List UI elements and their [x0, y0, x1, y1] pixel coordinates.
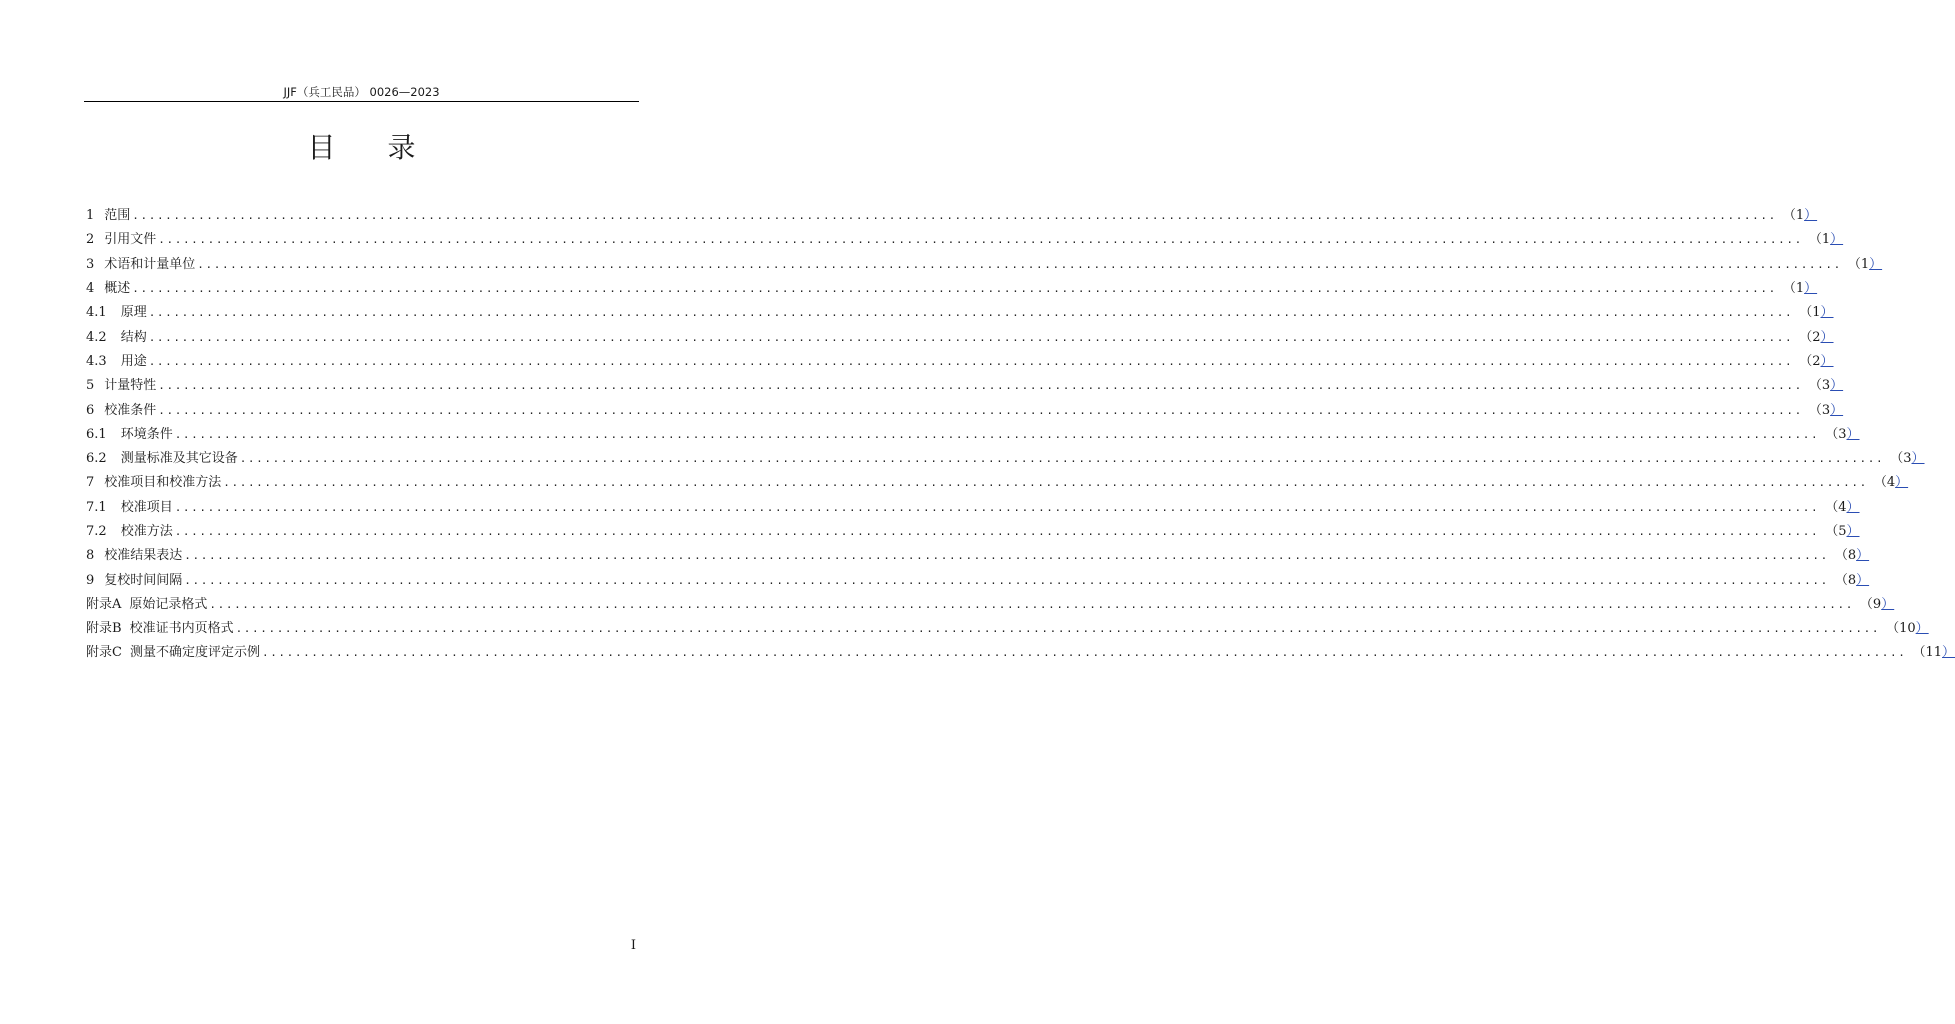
toc-entry-number: 4.2 — [86, 329, 107, 345]
toc-entry[interactable] — [86, 593, 1895, 617]
toc-entry-title: 复校时间间隔 — [104, 572, 183, 588]
toc-page-number: （1 — [1808, 232, 1831, 248]
toc-page-number: （9 — [1859, 596, 1882, 612]
toc-entry[interactable] — [86, 253, 1883, 277]
toc-page-number: （2 — [1799, 353, 1821, 369]
toc-page-number: （1 — [1799, 305, 1821, 321]
toc-entry-title: 概述 — [104, 281, 131, 297]
toc-entry-number: 7 — [86, 475, 95, 491]
toc-entry-page[interactable] — [1886, 617, 1929, 641]
toc-entry-number: 附录C — [86, 645, 122, 661]
table-of-contents — [86, 204, 1955, 666]
toc-entry-page[interactable] — [1825, 423, 1859, 447]
toc-dot-leader: ........................................................................................................................................................................................................ — [223, 476, 1868, 490]
toc-page-link[interactable]: ） — [1856, 548, 1870, 564]
toc-entry-title: 校准项目和校准方法 — [104, 475, 222, 491]
toc-dot-leader: ........................................................................................................................................................................................................ — [174, 525, 1820, 538]
toc-dot-leader: ........................................................................................................................................................................................................ — [148, 354, 1794, 368]
toc-entry-page[interactable] — [1799, 350, 1833, 374]
toc-dot-leader: ........................................................................................................................................................................................................ — [209, 597, 1854, 611]
toc-entry[interactable] — [86, 423, 1860, 447]
toc-entry-number: 4.1 — [86, 305, 107, 321]
toc-page-number: （11 — [1912, 645, 1943, 661]
toc-entry[interactable] — [86, 301, 1834, 325]
toc-entry-title: 校准条件 — [104, 402, 157, 418]
toc-entry-number: 6 — [86, 402, 95, 418]
toc-page-link[interactable]: ） — [1911, 451, 1925, 467]
toc-page-number: （3 — [1890, 451, 1912, 467]
toc-entry-page[interactable] — [1835, 544, 1869, 568]
toc-entry-page[interactable] — [1825, 520, 1859, 544]
toc-page-link[interactable]: ） — [1856, 572, 1870, 588]
toc-dot-leader: ........................................................................................................................................................................................................ — [132, 282, 1777, 296]
toc-dot-leader: ........................................................................................................................................................................................................ — [158, 379, 1803, 393]
toc-entry-title: 测量不确定度评定示例 — [129, 645, 260, 661]
toc-entry-number: 附录B — [86, 621, 122, 637]
toc-entry-number: 2 — [86, 232, 95, 248]
toc-page-number: （4 — [1873, 475, 1896, 491]
toc-entry-title: 计量特性 — [104, 378, 157, 394]
toc-page-link[interactable]: ） — [1895, 475, 1909, 491]
toc-entry-number: 5 — [86, 378, 95, 394]
toc-dot-leader: ........................................................................................................................................................................................................ — [174, 500, 1820, 514]
toc-entry-page[interactable] — [1874, 471, 1908, 495]
toc-dot-leader: ........................................................................................................................................................................................................ — [235, 622, 1881, 636]
toc-entry-title: 校准项目 — [120, 499, 173, 515]
toc-entry-number: 8 — [86, 548, 95, 564]
toc-entry-page[interactable] — [1799, 326, 1833, 350]
toc-entry[interactable] — [86, 374, 1844, 398]
toc-dot-leader: ........................................................................................................................................................................................................ — [158, 233, 1803, 247]
toc-entry-page[interactable] — [1825, 496, 1859, 520]
page-title — [84, 128, 639, 168]
toc-dot-leader: ........................................................................................................................................................................................................ — [158, 403, 1803, 417]
toc-entry-number: 6.2 — [86, 451, 107, 467]
title-char-2: 录 — [387, 131, 416, 164]
toc-page-number: （4 — [1825, 499, 1847, 515]
toc-dot-leader: ........................................................................................................................................................................................................ — [148, 330, 1794, 344]
toc-entry-title: 环境条件 — [120, 426, 173, 442]
toc-entry-page[interactable] — [1912, 641, 1955, 665]
toc-page-link[interactable]: ） — [1915, 621, 1929, 637]
toc-entry-title: 校准证书内页格式 — [129, 621, 234, 637]
toc-dot-leader: ........................................................................................................................................................................................................ — [197, 257, 1842, 271]
toc-entry[interactable] — [86, 325, 1834, 349]
toc-entry-page[interactable] — [1783, 204, 1817, 228]
toc-page-link[interactable]: ） — [1942, 645, 1955, 661]
toc-entry-page[interactable] — [1799, 301, 1833, 325]
toc-dot-leader: ........................................................................................................................................................................................................ — [184, 549, 1829, 563]
toc-entry[interactable] — [86, 398, 1844, 422]
toc-entry[interactable] — [86, 471, 1909, 495]
toc-entry-title: 用途 — [120, 353, 147, 369]
toc-page-link[interactable]: ） — [1804, 281, 1818, 297]
toc-page-link[interactable]: ） — [1846, 499, 1860, 515]
toc-page-link[interactable]: ） — [1820, 353, 1834, 369]
toc-page-number: （8 — [1834, 572, 1857, 588]
toc-page-number: （2 — [1799, 329, 1821, 345]
toc-entry[interactable] — [86, 641, 1955, 665]
toc-dot-leader: ........................................................................................................................................................................................................ — [132, 209, 1777, 223]
toc-page-link[interactable]: ） — [1830, 402, 1844, 418]
toc-entry-page[interactable] — [1783, 277, 1817, 301]
toc-page-number: （3 — [1808, 402, 1831, 418]
toc-entry[interactable] — [86, 228, 1844, 252]
toc-entry-number: 附录A — [86, 596, 122, 612]
toc-page-number: （1 — [1782, 281, 1805, 297]
toc-page-number: （1 — [1782, 208, 1805, 224]
title-char-1: 目 — [307, 131, 336, 164]
toc-entry-title: 原理 — [120, 305, 147, 321]
header-rule — [84, 101, 639, 102]
toc-entry[interactable] — [86, 277, 1818, 301]
toc-entry-number: 1 — [86, 208, 95, 224]
toc-page-number: （3 — [1808, 378, 1831, 394]
toc-entry[interactable] — [86, 496, 1860, 520]
toc-entry-title: 校准结果表达 — [104, 548, 183, 564]
toc-dot-leader: ........................................................................................................................................................................................................ — [239, 452, 1885, 466]
toc-entry-number: 3 — [86, 256, 95, 272]
toc-entry-number: 4 — [86, 281, 95, 297]
toc-page-link[interactable]: ） — [1820, 329, 1834, 345]
toc-entry-page[interactable] — [1835, 569, 1869, 593]
toc-entry-page[interactable] — [1890, 447, 1924, 471]
toc-page-number: （5 — [1825, 524, 1847, 539]
toc-dot-leader: ........................................................................................................................................................................................................ — [184, 573, 1829, 587]
toc-entry-title: 原始记录格式 — [129, 596, 208, 612]
toc-entry-number: 4.3 — [86, 353, 107, 369]
toc-page-number: （10 — [1886, 621, 1916, 637]
toc-entry[interactable] — [86, 520, 1860, 544]
toc-entry[interactable] — [86, 350, 1834, 374]
toc-entry-title: 引用文件 — [104, 232, 157, 248]
toc-entry-title: 范围 — [104, 208, 131, 224]
toc-page-link[interactable]: ） — [1830, 232, 1844, 248]
toc-entry[interactable] — [86, 568, 1870, 592]
toc-entry-page[interactable] — [1848, 253, 1882, 277]
toc-entry-title: 校准方法 — [120, 524, 173, 539]
toc-entry-page[interactable] — [1809, 374, 1843, 398]
toc-page-link[interactable]: ） — [1830, 378, 1844, 394]
toc-entry-title: 术语和计量单位 — [104, 256, 196, 272]
toc-entry[interactable] — [86, 617, 1929, 641]
toc-page-link[interactable]: ） — [1869, 256, 1883, 272]
toc-entry-number: 7.2 — [86, 524, 107, 539]
toc-dot-leader: ........................................................................................................................................................................................................ — [261, 646, 1907, 660]
toc-entry-number: 6.1 — [86, 426, 107, 442]
toc-entry-page[interactable] — [1809, 399, 1843, 423]
toc-entry[interactable] — [86, 447, 1925, 471]
page-number: I — [630, 938, 636, 953]
toc-page-link[interactable]: ） — [1846, 426, 1860, 442]
toc-entry-page[interactable] — [1809, 228, 1843, 252]
toc-page-link[interactable]: ） — [1846, 524, 1860, 539]
document-header: JJF（兵工民品） 0026—2023 — [283, 85, 440, 99]
toc-page-number: （8 — [1834, 548, 1857, 564]
toc-entry[interactable] — [86, 204, 1818, 228]
toc-page-link[interactable]: ） — [1881, 596, 1895, 612]
toc-entry-title: 测量标准及其它设备 — [120, 451, 238, 467]
toc-page-number: （3 — [1825, 426, 1847, 442]
toc-entry[interactable] — [86, 544, 1870, 568]
toc-entry-number: 9 — [86, 572, 95, 588]
toc-entry-page[interactable] — [1860, 593, 1894, 617]
toc-page-number: （1 — [1847, 256, 1870, 272]
toc-page-link[interactable]: ） — [1804, 208, 1818, 224]
toc-entry-title: 结构 — [120, 329, 147, 345]
toc-entry-number: 7.1 — [86, 499, 107, 515]
toc-dot-leader: ........................................................................................................................................................................................................ — [148, 306, 1794, 320]
toc-dot-leader: ........................................................................................................................................................................................................ — [174, 427, 1820, 441]
toc-page-link[interactable]: ） — [1820, 305, 1834, 321]
